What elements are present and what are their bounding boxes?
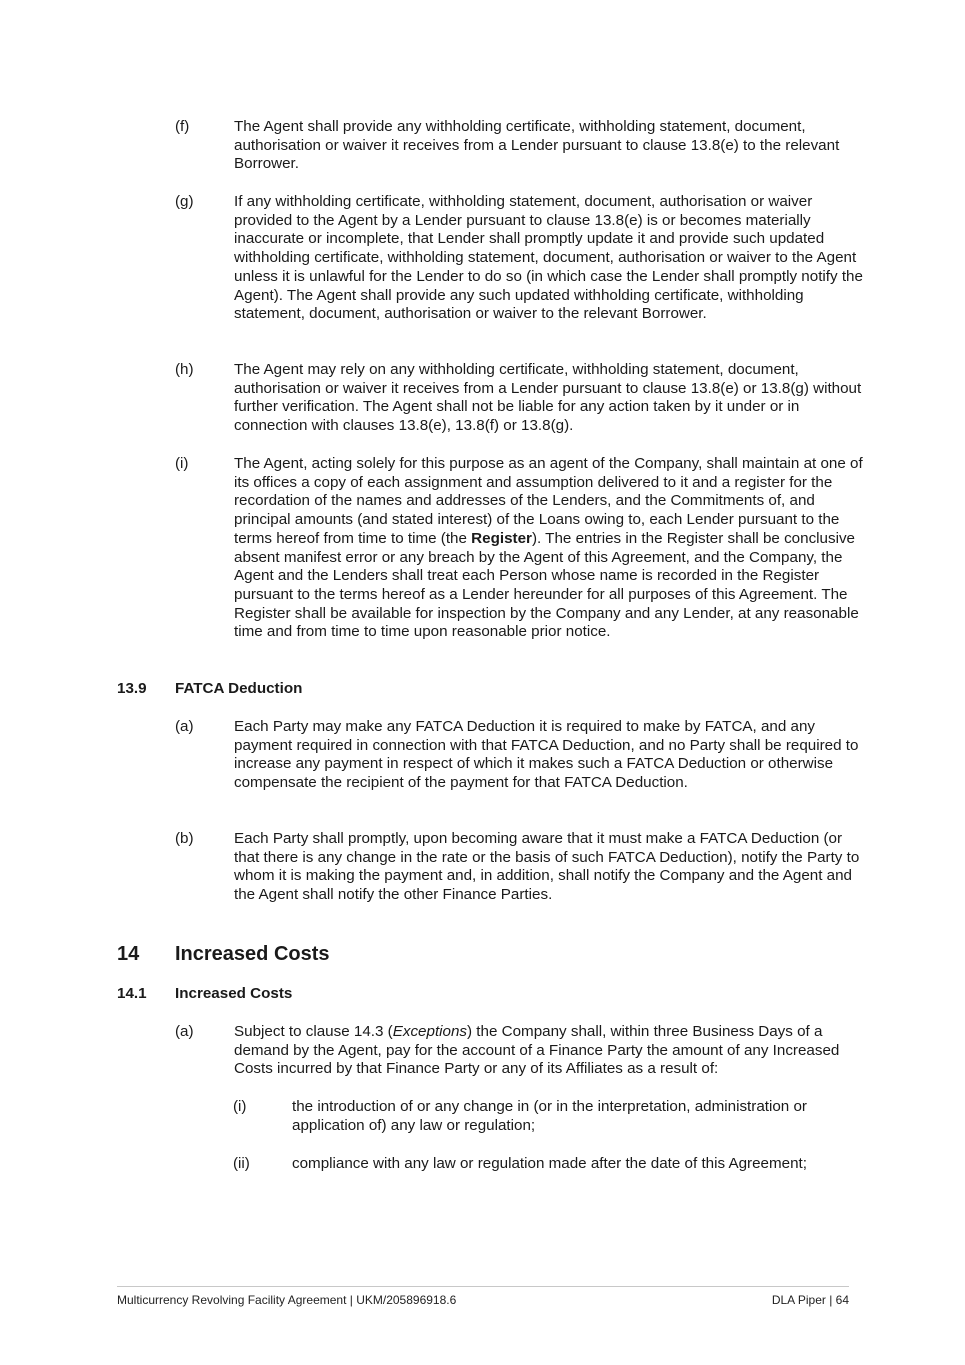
section-title: Increased Costs xyxy=(175,985,293,1002)
clause-text: the introduction of or any change in (or in the interpretation, administration or application of) any law or regulation; xyxy=(292,1098,807,1134)
clause-label: (i) xyxy=(175,455,189,472)
clause-label: (b) xyxy=(175,830,194,847)
section-title: FATCA Deduction xyxy=(175,680,303,697)
clause-label: (a) xyxy=(175,718,194,735)
clause-14-1-a-ii xyxy=(233,1155,865,1174)
clause-13-9-a xyxy=(175,718,865,793)
clause-13-8-h xyxy=(175,361,865,436)
cross-reference-exceptions: Exceptions xyxy=(392,1023,468,1040)
clause-text: compliance with any law or regulation made after the date of this Agreement; xyxy=(292,1155,807,1172)
clause-text: The Agent, acting solely for this purpose as an agent of the Company, shall maintain at one of its offices a copy of each assignment and assumption delivered to it and a register for the recordation of the names and addresses of the Lenders, and the Commitments of, and principal amounts (and stated interest) of the Loans owing to, each Lender pursuant to the terms hereof from time to time (the Register). The entries in the Register shall be conclusive absent manifest error or any breach by the Agent of this Agreement, and the Company, the Agent and the Lenders shall treat each Person whose name is recorded in the Register pursuant to the terms hereof as a Lender hereunder for all purposes of this Agreement. The Register shall be available for inspection by the Company and any Lender, at any reasonable time and from time to time upon reasonable prior notice. xyxy=(234,455,863,641)
clause-13-8-f xyxy=(175,118,865,174)
section-number: 14 xyxy=(117,943,140,965)
clause-text: Each Party shall promptly, upon becoming aware that it must make a FATCA Deduction (or that there is any change in the rate or the basis of such FATCA Deduction), notify the Party to whom it is making the payment and, in addition, shall notify the Company and the Agent and the Agent shall notify the other Finance Parties. xyxy=(234,830,860,904)
clause-text: The Agent shall provide any withholding certificate, withholding statement, document, authorisation or waiver it receives from a Lender pursuant to clause 13.8(e) to the relevant Borrower. xyxy=(234,118,840,173)
section-number: 14.1 xyxy=(117,985,147,1002)
section-title: Increased Costs xyxy=(175,943,330,965)
footer-document-reference: Multicurrency Revolving Facility Agreement | UKM/205896918.6 xyxy=(117,1293,457,1307)
defined-term-register: Register xyxy=(471,529,532,547)
clause-label: (i) xyxy=(233,1098,247,1115)
clause-13-8-i xyxy=(175,455,865,642)
clause-label: (h) xyxy=(175,361,194,378)
footer-page-number: DLA Piper | 64 xyxy=(771,1293,849,1307)
clause-label: (ii) xyxy=(233,1155,250,1172)
section-number: 13.9 xyxy=(117,680,147,697)
clause-13-9-b xyxy=(175,830,865,905)
clause-14-1-a xyxy=(175,1023,865,1079)
footer-divider xyxy=(117,1286,849,1287)
clause-text: If any withholding certificate, withholding statement, document, authorisation or waiver provided to the Agent by a Lender pursuant to clause 13.8(e) is or becomes materially inaccurate or incomplete, that Lender shall promptly update it and provide such updated withholding certificate, withholding statement, document, authorisation or waiver to the Agent unless it is unlawful for the Lender to do so (in which case the Lender shall promptly notify the Agent). The Agent shall provide any such updated withholding certificate, withholding statement, document, authorisation or waiver to the relevant Borrower. xyxy=(234,193,863,323)
clause-label: (g) xyxy=(175,193,194,210)
clause-text: Each Party may make any FATCA Deduction it is required to make by FATCA, and any payment required in connection with that FATCA Deduction, and no Party shall be required to increase any payment in respect of which it makes such a FATCA Deduction or otherwise compensate the recipient of the payment for that FATCA Deduction. xyxy=(234,718,859,792)
clause-label: (f) xyxy=(175,118,190,135)
clause-14-1-a-i xyxy=(233,1098,865,1135)
clause-13-8-g xyxy=(175,193,865,324)
clause-label: (a) xyxy=(175,1023,194,1040)
clause-text: Subject to clause 14.3 (Exceptions) the Company shall, within three Business Days of a demand by the Agent, pay for the account of a Finance Party the amount of any Increased Costs incurred by that Finance Party or any of its Affiliates as a result of: xyxy=(234,1023,840,1078)
clause-text: The Agent may rely on any withholding certificate, withholding statement, document, authorisation or waiver it receives from a Lender pursuant to clause 13.8(e) or 13.8(g) without further verification. The Agent shall not be liable for any action taken by it under or in connection with clauses 13.8(e), 13.8(f) or 13.8(g). xyxy=(234,361,862,435)
